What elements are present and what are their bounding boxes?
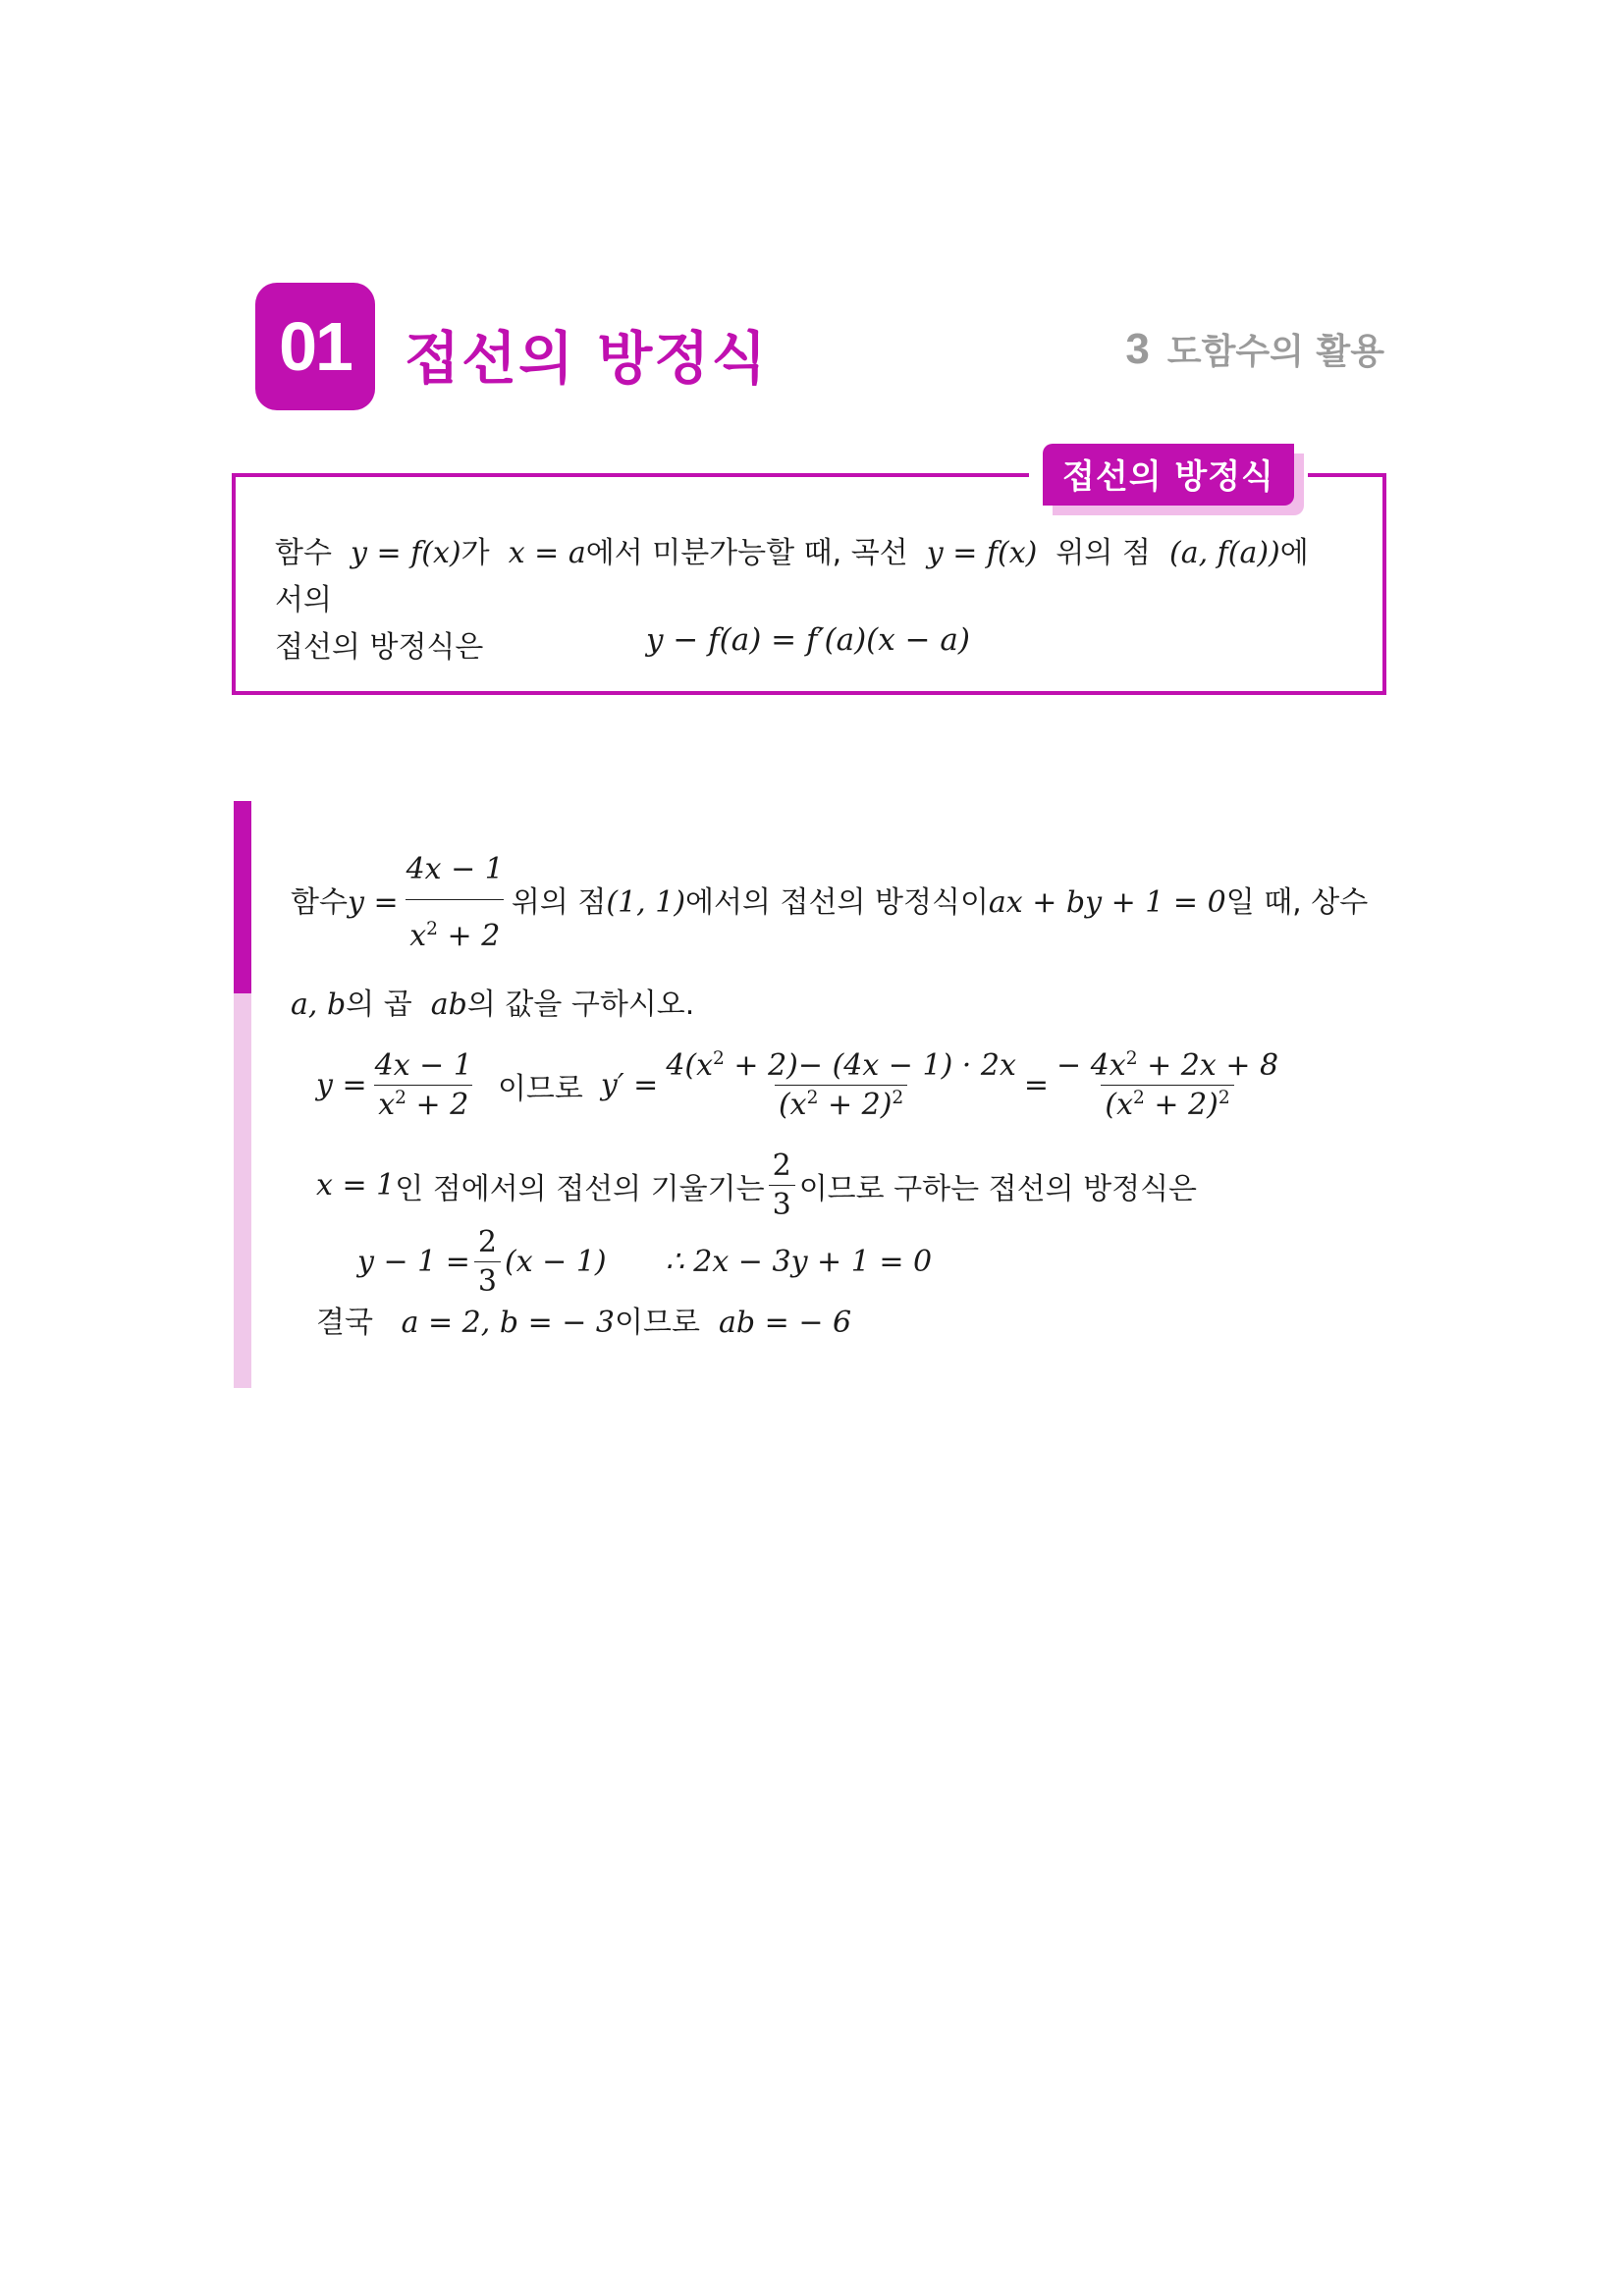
concept-label: 접선의 방정식 <box>1043 444 1294 506</box>
tangent-formula-text: y − f(a) = f′(a)(x − a) <box>645 622 971 658</box>
concept-text-6: 접선의 방정식은 <box>275 630 484 665</box>
sol-l4-math-1: a = 2, b = − 3 <box>401 1306 616 1340</box>
sol-f2-den-exp1: 2 <box>806 1088 819 1108</box>
concept-math-3: y = f(x) <box>926 536 1038 570</box>
sol-f1-den-rest: + 2 <box>406 1088 469 1122</box>
problem-math-2: (1, 1) <box>606 885 686 920</box>
sol-f2-den-exp2: 2 <box>892 1088 904 1108</box>
sol-f2-num-a: 4(x <box>666 1048 714 1083</box>
sol-l2-den: 3 <box>769 1185 795 1222</box>
chapter-number: 3 <box>1125 325 1150 373</box>
sol-eq: = <box>1023 1068 1050 1102</box>
sol-l3-b: (x − 1) <box>505 1245 607 1279</box>
problem-fraction-numerator: 4x − 1 <box>406 852 504 886</box>
sol-l3-fraction <box>474 1225 501 1299</box>
sol-f3-num-exp: 2 <box>1125 1048 1138 1069</box>
problem-text <box>291 842 1369 1033</box>
problem-math-3: ax + by + 1 = 0 <box>988 885 1226 920</box>
sol-f2-num-exp: 2 <box>713 1048 725 1069</box>
sol-f1-num: 4x − 1 <box>374 1048 472 1083</box>
chapter-title: 도함수의 활용 <box>1166 332 1384 372</box>
concept-text-2: 가 <box>460 536 490 570</box>
problem-text-2: 위의 점 <box>511 885 607 920</box>
sol-f2-den <box>775 1085 907 1122</box>
sol-f3-den-exp2: 2 <box>1218 1088 1230 1108</box>
section-title: 접선의 방정식 <box>405 325 769 392</box>
concept-label-wrap <box>1029 444 1308 506</box>
sol-f2-num-b: + 2)− (4x − 1) · 2x <box>724 1048 1016 1083</box>
sol-f3-num <box>1053 1048 1282 1085</box>
sol-f1-den-base: x <box>378 1088 396 1122</box>
sol-f1-den <box>374 1085 472 1122</box>
problem-text-4: 일 때, 상수 <box>1225 885 1369 920</box>
sol-l3-a: y − 1 = <box>357 1245 470 1279</box>
sol-l2-fraction <box>769 1148 795 1222</box>
sol-yp-eq: y′ = <box>600 1068 659 1102</box>
solution-line-2 <box>316 1148 1197 1222</box>
sol-f1-den-exp: 2 <box>395 1088 407 1108</box>
concept-math-1: y = f(x) <box>351 536 461 570</box>
sol-f3-den-a: (x <box>1105 1088 1134 1122</box>
sol-l4-math-2: ab = − 6 <box>719 1306 852 1340</box>
problem-line-1 <box>291 842 1369 964</box>
sol-f3-den-b: + 2) <box>1144 1088 1218 1122</box>
sol-f3-num-a: − 4x <box>1056 1048 1126 1083</box>
sol-imeuro: 이므로 <box>497 1071 583 1106</box>
concept-math-2: x = a <box>508 536 586 570</box>
solution-line-4 <box>316 1298 851 1341</box>
sol-l2-text-2: 이므로 구하는 접선의 방정식은 <box>798 1171 1198 1206</box>
problem-text-1: 함수 <box>291 885 348 920</box>
problem-math-4: a, b <box>291 988 347 1022</box>
tangent-formula <box>0 622 1624 658</box>
sol-fraction-3 <box>1053 1048 1282 1122</box>
solution-line-1 <box>316 1048 1286 1122</box>
sol-l4-text-2: 이므로 <box>615 1306 700 1340</box>
sol-f3-num-b: + 2x + 8 <box>1137 1048 1279 1083</box>
chapter-heading <box>1125 324 1384 374</box>
concept-math-4: (a, f(a)) <box>1168 536 1280 570</box>
sol-f2-den-b: + 2) <box>818 1088 893 1122</box>
concept-text-5: 에서의 <box>275 536 1309 617</box>
sol-l2-num: 2 <box>772 1148 791 1183</box>
problem-text-6: 의 값을 구하시오. <box>466 988 695 1022</box>
problem-line-2 <box>291 978 1331 1033</box>
problem-bar <box>234 801 251 993</box>
sol-y-eq: y = <box>316 1068 367 1102</box>
sol-f3-den <box>1101 1085 1233 1122</box>
sol-f2-num <box>662 1048 1020 1085</box>
problem-fraction-denominator <box>406 899 504 964</box>
concept-text-3: 에서 미분가능할 때, 곡선 <box>585 536 908 570</box>
sol-l2-text-1: 인 점에서의 접선의 기울기는 <box>395 1171 765 1206</box>
sol-fraction-2 <box>662 1048 1020 1122</box>
problem-den-rest: + 2 <box>437 919 501 953</box>
problem-text-3: 에서의 접선의 방정식이 <box>685 885 989 920</box>
sol-f2-den-a: (x <box>778 1088 807 1122</box>
sol-l3-num: 2 <box>477 1225 498 1259</box>
concept-text-4: 위의 점 <box>1056 536 1151 570</box>
sol-l2-math: x = 1 <box>316 1168 396 1202</box>
problem-math-5: ab <box>430 988 467 1022</box>
solution-line-3 <box>357 1225 932 1299</box>
solution-bar <box>234 993 251 1388</box>
sol-fraction-1 <box>371 1048 476 1122</box>
sol-f3-den-exp1: 2 <box>1133 1088 1145 1108</box>
problem-text-5: 의 곱 <box>346 988 412 1022</box>
concept-text-1: 함수 <box>275 536 332 570</box>
problem-den-exp: 2 <box>426 919 438 939</box>
sol-l4-text-1: 결국 <box>316 1306 373 1340</box>
problem-fraction <box>403 842 508 964</box>
problem-den-base: x <box>409 919 427 953</box>
problem-math-1: y = <box>347 885 399 920</box>
sol-l3-therefore: ∴ 2x − 3y + 1 = 0 <box>665 1245 933 1279</box>
sol-l3-den: 3 <box>474 1261 501 1299</box>
section-number-badge: 01 <box>255 283 375 410</box>
